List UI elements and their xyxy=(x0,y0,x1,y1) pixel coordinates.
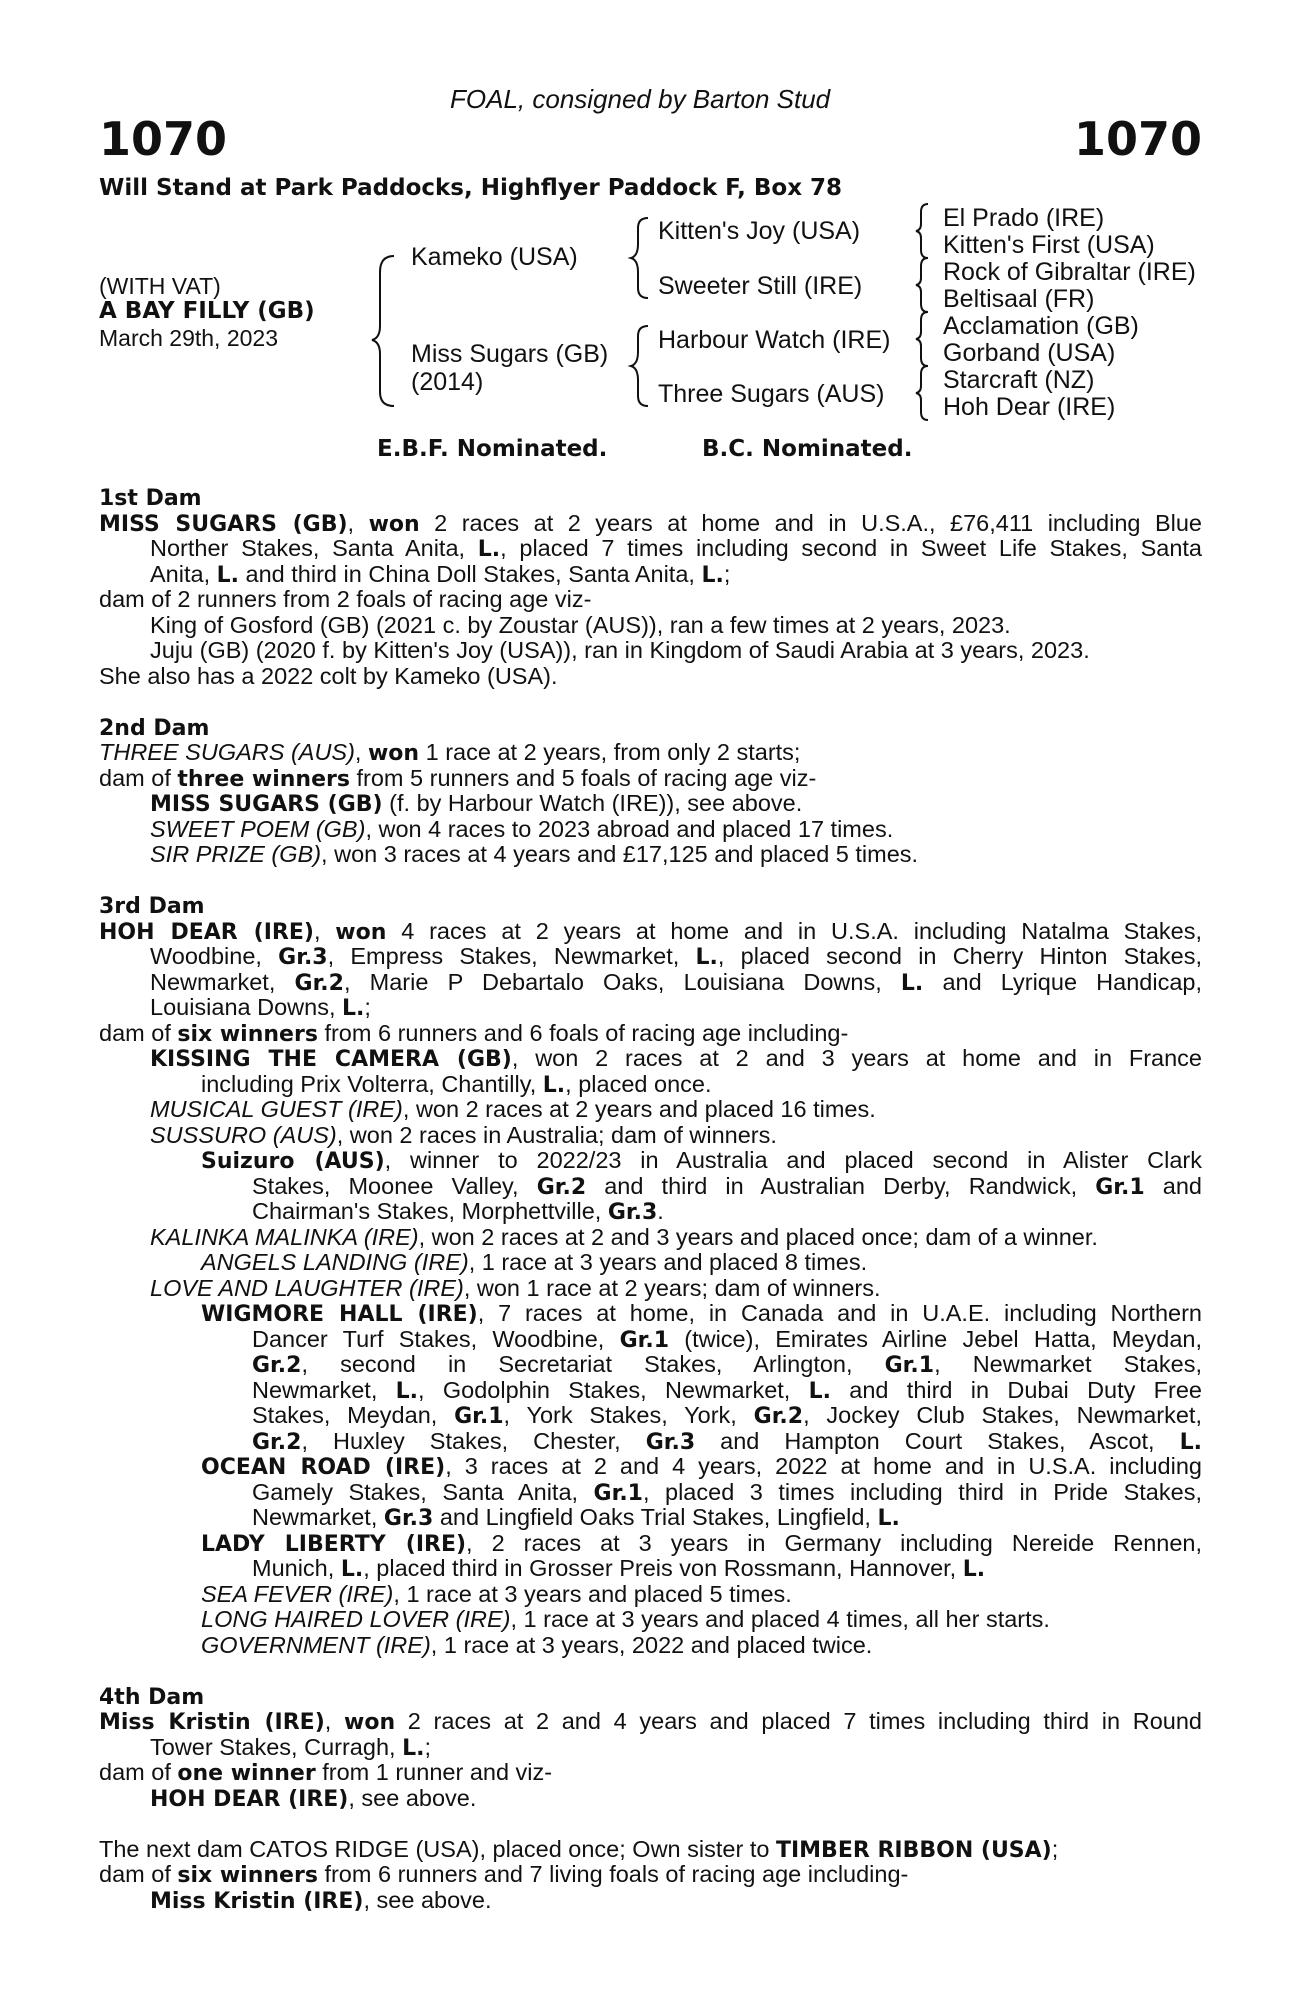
fourth-dam-progeny: HOH DEAR (IRE), see above. xyxy=(150,1784,477,1812)
pedigree-sss: El Prado (IRE) xyxy=(943,204,1105,232)
pedigree-sds: Rock of Gibraltar (IRE) xyxy=(943,258,1196,286)
bc-nomination: B.C. Nominated. xyxy=(702,436,913,462)
third-dam-progeny: ANGELS LANDING (IRE), 1 race at 3 years and placed 8 times. xyxy=(201,1249,868,1275)
third-dam-progeny: Munich, L., placed third in Grosser Preis von Rossmann, Hannover, L. xyxy=(252,1555,986,1582)
first-dam-line: Norther Stakes, Santa Anita, L., placed 7 times including second in Sweet Life Stakes, Santa xyxy=(150,535,1202,562)
ss-bracket xyxy=(916,204,928,258)
ebf-nomination: E.B.F. Nominated. xyxy=(377,436,608,462)
third-dam-progeny: GOVERNMENT (IRE), 1 race at 3 years, 2022 and placed twice. xyxy=(201,1631,873,1658)
third-dam-progeny: Dancer Turf Stakes, Woodbine, Gr.1 (twice), Emirates Airline Jebel Hatta, Meydan, xyxy=(252,1325,1202,1353)
pedigree-sdd: Beltisaal (FR) xyxy=(943,285,1095,313)
third-dam-progeny: Gr.2, second in Secretariat Stakes, Arlington, Gr.1, Newmarket Stakes, xyxy=(252,1351,1202,1378)
third-dam-progeny: KALINKA MALINKA (IRE), won 2 races at 2 and 3 years and placed once; dam of a winner. xyxy=(150,1223,1098,1250)
second-dam-progeny: MISS SUGARS (GB) (f. by Harbour Watch (IRE)), see above. xyxy=(150,790,803,817)
third-dam-progeny: LOVE AND LAUGHTER (IRE), won 1 race at 2 years; dam of winners. xyxy=(150,1274,881,1301)
pedigree-dds: Starcraft (NZ) xyxy=(943,366,1095,394)
pedigree-sire: Kameko (USA) xyxy=(411,243,578,271)
first-dam-heading: 1st Dam xyxy=(99,486,202,511)
first-dam-progeny: Juju (GB) (2020 f. by Kitten's Joy (USA)), ran in Kingdom of Saudi Arabia at 3 years, 2023. xyxy=(150,637,1090,663)
third-dam-progeny: Stakes, Moonee Valley, Gr.2 and third in Australian Derby, Randwick, Gr.1 and xyxy=(252,1172,1202,1200)
second-dam-line: dam of three winners from 5 runners and 5 foals of racing age viz- xyxy=(99,764,817,792)
third-dam-progeny: Gamely Stakes, Santa Anita, Gr.1, placed 3 times including third in Pride Stakes, xyxy=(252,1478,1202,1506)
fourth-dam-line: dam of one winner from 1 runner and viz- xyxy=(99,1759,553,1786)
third-dam-progeny: Newmarket, Gr.3 and Lingfield Oaks Trial Stakes, Lingfield, L. xyxy=(252,1504,900,1531)
third-dam-progeny: Stakes, Meydan, Gr.1, York Stakes, York, Gr.2, Jockey Club Stakes, Newmarket, xyxy=(252,1402,1202,1429)
vat-note: (WITH VAT) xyxy=(99,273,221,299)
lot-number-right: 1070 xyxy=(1073,112,1202,166)
consignor-line: FOAL, consigned by Barton Stud xyxy=(450,84,831,114)
first-dam-line: Anita, L. and third in China Doll Stakes, Santa Anita, L.; xyxy=(150,560,731,588)
pedigree-ddd: Hoh Dear (IRE) xyxy=(943,393,1116,421)
lot-number-left: 1070 xyxy=(99,112,228,166)
catalogue-body xyxy=(99,485,1202,1913)
third-dam-progeny: Chairman's Stakes, Morphettville, Gr.3. xyxy=(252,1198,664,1225)
gen1-bracket xyxy=(372,256,394,406)
dd-bracket xyxy=(916,366,928,420)
sire-bracket xyxy=(631,218,648,298)
third-dam-progeny: WIGMORE HALL (IRE), 7 races at home, in Canada and in U.A.E. including Northern xyxy=(201,1300,1202,1327)
third-dam-progeny: Suizuro (AUS), winner to 2022/23 in Australia and placed second in Alister Clark xyxy=(201,1147,1202,1174)
next-dam-line: dam of six winners from 6 runners and 7 living foals of racing age including- xyxy=(99,1861,909,1888)
second-dam-line: THREE SUGARS (AUS), won 1 race at 2 years, from only 2 starts; xyxy=(99,739,801,766)
third-dam-progeny: LONG HAIRED LOVER (IRE), 1 race at 3 years and placed 4 times, all her starts. xyxy=(201,1606,1050,1632)
first-dam-line: MISS SUGARS (GB), won 2 races at 2 years at home and in U.S.A., £76,411 including Blue xyxy=(99,509,1202,537)
third-dam-progeny: SUSSURO (AUS), won 2 races in Australia; dam of winners. xyxy=(150,1121,777,1148)
pedigree-sd: Sweeter Still (IRE) xyxy=(658,272,863,300)
pedigree-dd: Three Sugars (AUS) xyxy=(658,380,885,408)
third-dam-line: Woodbine, Gr.3, Empress Stakes, Newmarket, L., placed second in Cherry Hinton Stakes, xyxy=(150,943,1203,970)
third-dam-progeny: LADY LIBERTY (IRE), 2 races at 3 years in Germany including Nereide Rennen, xyxy=(201,1529,1203,1557)
pedigree-dam: Miss Sugars (GB) xyxy=(411,340,609,368)
pedigree-brackets xyxy=(0,0,1314,440)
third-dam-line: Louisiana Downs, L.; xyxy=(150,994,371,1021)
third-dam-line: HOH DEAR (IRE), won 4 races at 2 years at home and in U.S.A. including Natalma Stakes, xyxy=(99,917,1202,945)
next-dam-progeny: Miss Kristin (IRE), see above. xyxy=(150,1886,492,1914)
third-dam-progeny: including Prix Volterra, Chantilly, L., placed once. xyxy=(201,1070,712,1098)
third-dam-heading: 3rd Dam xyxy=(99,894,205,919)
first-dam-line: dam of 2 runners from 2 foals of racing age viz- xyxy=(99,586,592,612)
second-dam-heading: 2nd Dam xyxy=(99,715,210,741)
second-dam-progeny: SIR PRIZE (GB), won 3 races at 4 years and £17,125 and placed 5 times. xyxy=(150,841,919,867)
pedigree-ssd: Kitten's First (USA) xyxy=(943,231,1155,259)
fourth-dam-heading: 4th Dam xyxy=(99,1684,205,1710)
next-dam-line: The next dam CATOS RIDGE (USA), placed once; Own sister to TIMBER RIBBON (USA); xyxy=(99,1835,1059,1863)
horse-name: A BAY FILLY (GB) xyxy=(99,298,315,324)
sd-bracket xyxy=(916,258,928,312)
third-dam-line: Newmarket, Gr.2, Marie P Debartalo Oaks, Louisiana Downs, L. and Lyrique Handicap, xyxy=(150,968,1202,996)
third-dam-progeny: MUSICAL GUEST (IRE), won 2 races at 2 years and placed 16 times. xyxy=(150,1096,876,1122)
second-dam-progeny: SWEET POEM (GB), won 4 races to 2023 abroad and placed 17 times. xyxy=(150,815,894,842)
dam-bracket xyxy=(631,326,648,406)
stand-location: Will Stand at Park Paddocks, Highflyer Paddock F, Box 78 xyxy=(99,175,843,201)
third-dam-progeny: OCEAN ROAD (IRE), 3 races at 2 and 4 years, 2022 at home and in U.S.A. including xyxy=(201,1453,1202,1480)
date-of-birth: March 29th, 2023 xyxy=(99,325,279,351)
first-dam-line: She also has a 2022 colt by Kameko (USA). xyxy=(99,662,558,689)
pedigree-ss: Kitten's Joy (USA) xyxy=(658,217,861,245)
third-dam-line: dam of six winners from 6 runners and 6 foals of racing age including- xyxy=(99,1019,849,1047)
third-dam-progeny: Newmarket, L., Godolphin Stakes, Newmarket, L. and third in Dubai Duty Free xyxy=(252,1376,1202,1404)
pedigree-ds: Harbour Watch (IRE) xyxy=(658,326,891,354)
fourth-dam-line: Tower Stakes, Curragh, L.; xyxy=(150,1733,431,1761)
first-dam-progeny: King of Gosford (GB) (2021 c. by Zoustar (AUS)), ran a few times at 2 years, 2023. xyxy=(150,611,1011,638)
pedigree-dsd: Gorband (USA) xyxy=(943,339,1116,367)
ds-bracket xyxy=(916,312,928,366)
third-dam-progeny: Gr.2, Huxley Stakes, Chester, Gr.3 and Hampton Court Stakes, Ascot, L. xyxy=(252,1427,1202,1455)
third-dam-progeny: KISSING THE CAMERA (GB), won 2 races at 2 and 3 years at home and in France xyxy=(150,1045,1202,1072)
pedigree-dam-year: (2014) xyxy=(411,368,484,396)
fourth-dam-line: Miss Kristin (IRE), won 2 races at 2 and 4 years and placed 7 times including third in Round xyxy=(99,1708,1202,1735)
third-dam-progeny: SEA FEVER (IRE), 1 race at 3 years and placed 5 times. xyxy=(201,1580,792,1607)
pedigree-dss: Acclamation (GB) xyxy=(943,312,1139,340)
